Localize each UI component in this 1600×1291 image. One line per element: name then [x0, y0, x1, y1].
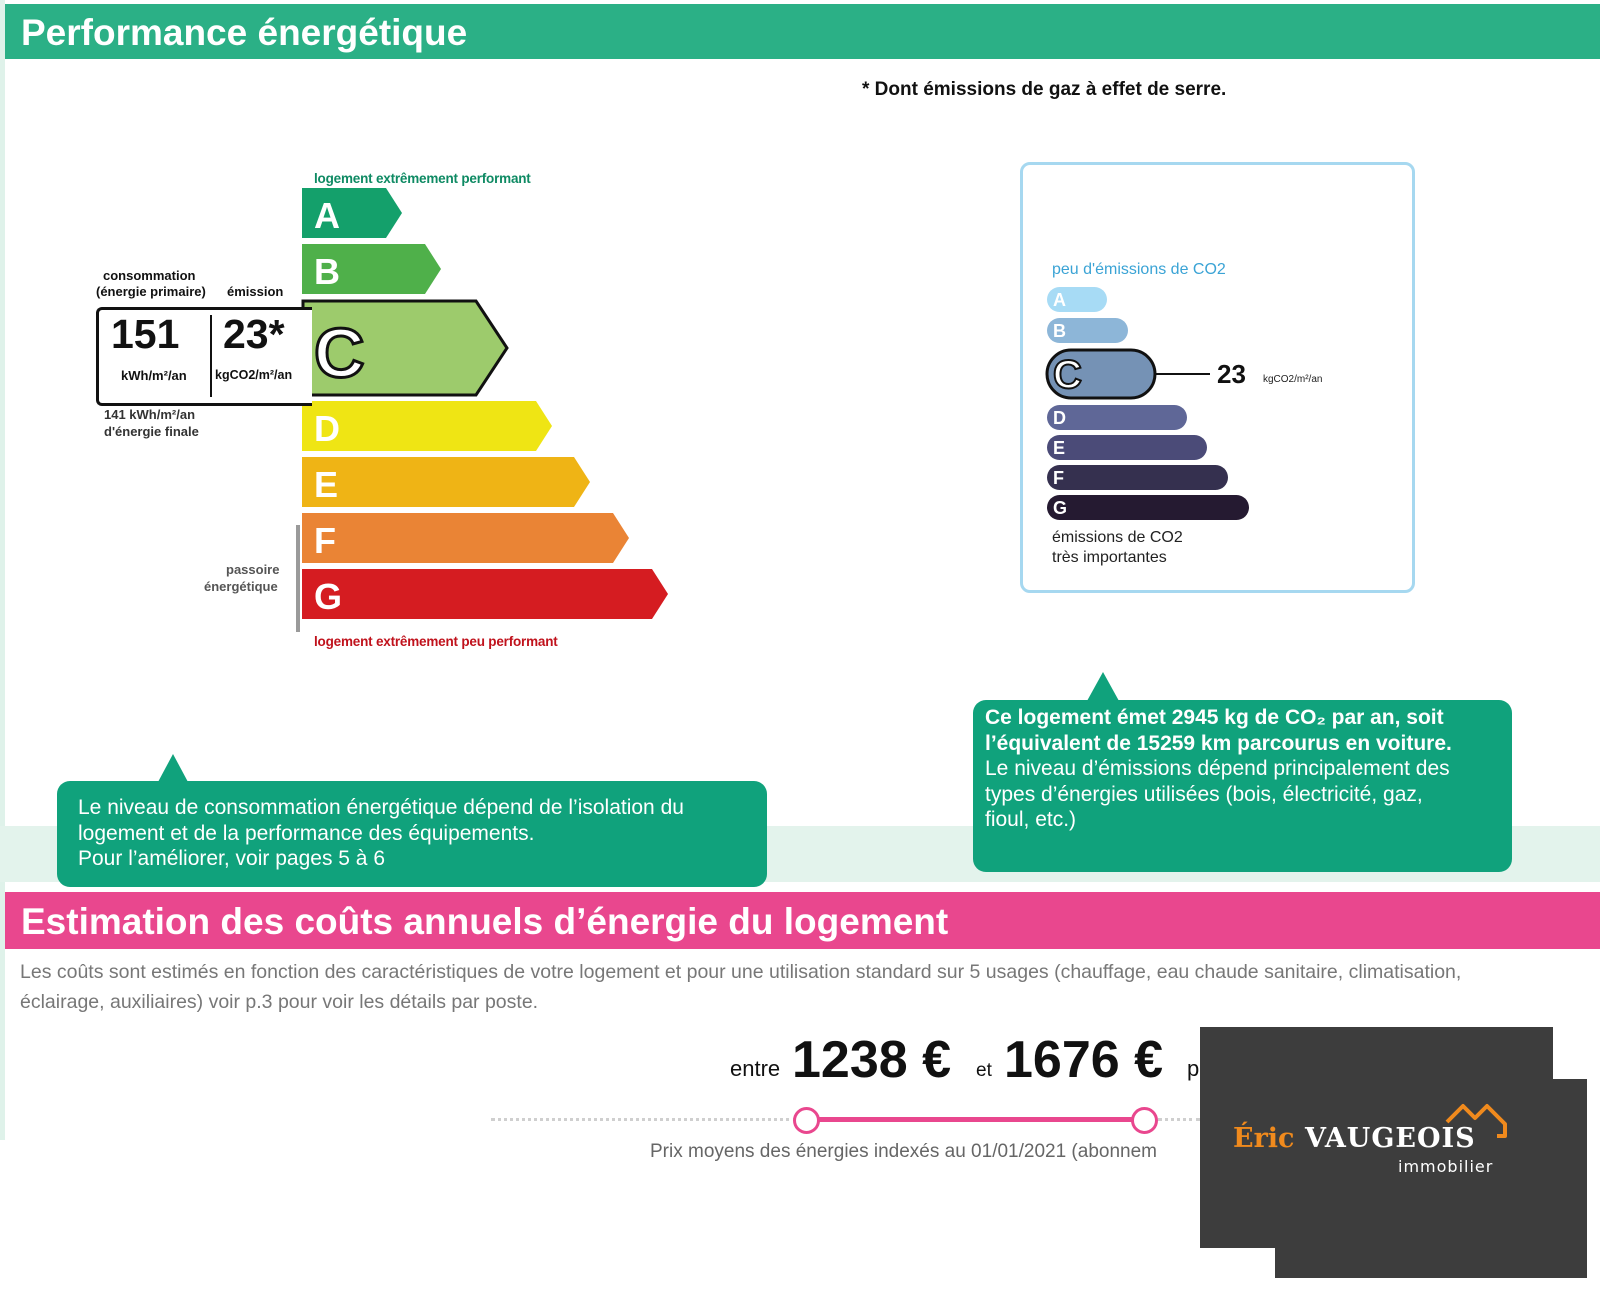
- bubble-emissions-pointer: [1087, 672, 1119, 701]
- dpe-top-label: logement extrêmement performant: [314, 171, 531, 186]
- dpe-letter-c: C: [314, 314, 365, 392]
- emission-header: émission: [227, 284, 284, 299]
- logo-last-name: VAUGEOIS: [1305, 1123, 1476, 1154]
- cost-high: 1676 €: [1004, 1031, 1164, 1089]
- dpe-letter-a: A: [314, 195, 340, 236]
- ges-letter-c: C: [1053, 353, 1082, 397]
- ges-bottom-label-2: très importantes: [1052, 549, 1167, 566]
- dpe-letter-e: E: [314, 464, 339, 505]
- emission-unit: kgCO2/m²/an: [215, 368, 293, 382]
- ges-bar-f: [1047, 465, 1228, 490]
- dpe-letter-g: G: [314, 576, 343, 617]
- range-dotted-left: [491, 1118, 797, 1121]
- passoire-line2: énergétique: [204, 579, 278, 594]
- passoire-line1: passoire: [226, 562, 280, 577]
- section-header-performance: [5, 4, 1600, 59]
- bubble-em-bold1: Ce logement émet 2945 kg de CO₂ par an, soit: [985, 706, 1444, 729]
- ges-top-label: peu d'émissions de CO2: [1052, 261, 1226, 278]
- dpe-value-box: [96, 307, 312, 406]
- bubble-em-bold2: l’équivalent de 15259 km parcourus en voiture.: [985, 731, 1452, 755]
- bubble-consumption: [57, 781, 767, 887]
- costs-intro-line2: éclairage, auxiliaires) voir p.3 pour voir les détails par poste.: [20, 991, 539, 1013]
- costs-title: Estimation des coûts annuels d’énergie du logement: [21, 901, 949, 942]
- value-divider: [210, 315, 212, 397]
- bubble-conso-pointer: [158, 754, 188, 782]
- cost-et: et: [976, 1060, 992, 1081]
- logo-first-name: Éric: [1233, 1123, 1295, 1154]
- passoire-bracket: [296, 525, 300, 632]
- ges-letter-b: B: [1053, 321, 1066, 341]
- prix-note: Prix moyens des énergies indexés au 01/01/2021 (abonnem: [650, 1141, 1157, 1162]
- costs-intro-line1: Les coûts sont estimés en fonction des caractéristiques de votre logement et pour une utilisation standard sur 5 usages (chauffage, eau chaude sanitaire, climatisation,: [20, 961, 1462, 983]
- costs-intro: [20, 957, 1590, 1017]
- dpe-scale: [300, 188, 700, 638]
- final-energy-label: d'énergie finale: [104, 424, 199, 439]
- ges-letter-g: G: [1053, 498, 1068, 518]
- ges-bottom-label-1: émissions de CO2: [1052, 529, 1183, 546]
- consumption-unit: kWh/m²/an: [121, 368, 187, 383]
- ges-letter-e: E: [1053, 438, 1066, 458]
- bubble-conso-line1: Le niveau de consommation énergétique dépend de l’isolation du: [78, 796, 684, 819]
- final-energy-value: 141 kWh/m²/an: [104, 407, 196, 422]
- cost-entre: entre: [730, 1056, 781, 1081]
- ges-bar-d: [1047, 405, 1187, 430]
- dpe-bar-e: [302, 457, 590, 507]
- bubble-conso-line3: Pour l’améliorer, voir pages 5 à 6: [78, 847, 385, 870]
- ges-letter-a: A: [1053, 290, 1066, 310]
- logo-subtitle: immobilier: [1398, 1157, 1494, 1176]
- bubble-em-line3: Le niveau d’émissions dépend principalement des: [985, 757, 1450, 780]
- dpe-letter-f: F: [314, 520, 336, 561]
- consumption-sub: (énergie primaire): [96, 284, 206, 299]
- ges-value: 23: [1217, 359, 1246, 389]
- bubble-conso-line2: logement et de la performance des équipements.: [78, 821, 535, 845]
- bubble-emissions: [973, 700, 1512, 872]
- dpe-bar-g: [302, 569, 668, 619]
- consumption-header: consommation: [103, 268, 196, 283]
- dpe-letter-b: B: [314, 251, 340, 292]
- consumption-value: 151: [111, 311, 180, 357]
- section-header-costs: [5, 892, 1600, 949]
- footnote: * Dont émissions de gaz à effet de serre.: [862, 79, 1227, 100]
- ges-scale: [1045, 285, 1385, 525]
- range-max-marker: [1131, 1107, 1158, 1134]
- bubble-em-line5: fioul, etc.): [985, 808, 1077, 831]
- ges-letter-d: D: [1053, 408, 1066, 428]
- range-min-marker: [793, 1107, 820, 1134]
- cost-low: 1238 €: [792, 1031, 952, 1089]
- dpe-bar-f: [302, 513, 629, 563]
- dpe-letter-d: D: [314, 408, 340, 449]
- left-rail: [0, 0, 5, 1140]
- range-dotted-right: [1158, 1118, 1200, 1121]
- cost-trailing: p: [1187, 1056, 1200, 1081]
- range-bar: [806, 1117, 1144, 1122]
- dpe-bottom-label: logement extrêmement peu performant: [314, 634, 558, 649]
- ges-bar-e: [1047, 435, 1207, 460]
- bubble-em-line4: types d’énergies utilisées (bois, électricité, gaz,: [985, 782, 1423, 806]
- ges-unit: kgCO2/m²/an: [1263, 374, 1323, 385]
- ges-letter-f: F: [1053, 468, 1064, 488]
- section-title: Performance énergétique: [21, 12, 468, 53]
- emission-value: 23*: [223, 311, 285, 357]
- ges-bar-g: [1047, 495, 1249, 520]
